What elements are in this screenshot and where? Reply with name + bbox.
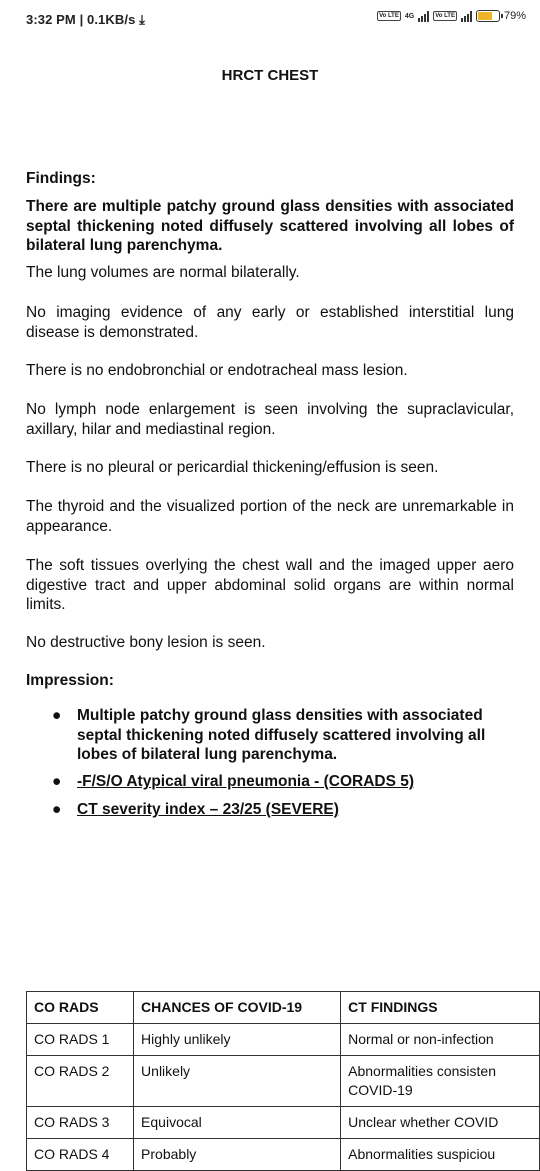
status-bar: [0, 0, 540, 38]
table-cell: Abnormalities suspiciou: [341, 1139, 540, 1171]
impression-item: [52, 800, 514, 820]
finding-paragraph: No lymph node enlargement is seen involving the supraclavicular, axillary, hilar and mediastinal region.: [26, 401, 514, 438]
table-row: [27, 1139, 540, 1171]
table-cell: CO RADS 4: [27, 1139, 134, 1171]
table-row: [27, 1107, 540, 1139]
table-cell: Probably: [134, 1139, 341, 1171]
table-header-cell: CT FINDINGS: [341, 992, 540, 1024]
finding-paragraph: No destructive bony lesion is seen.: [26, 634, 266, 651]
finding-paragraph: The lung volumes are normal bilaterally.: [26, 264, 300, 281]
table-cell: Equivocal: [134, 1107, 341, 1139]
signal-icon: [418, 11, 429, 22]
impression-item: [52, 706, 514, 765]
impression-text: CT severity index – 23/25 (SEVERE): [77, 801, 339, 818]
table-cell: CO RADS 1: [27, 1024, 134, 1056]
report-title: HRCT CHEST: [221, 67, 319, 84]
finding-paragraph: There is no pleural or pericardial thickening/effusion is seen.: [26, 459, 439, 476]
impression-heading: Impression:: [26, 672, 114, 689]
volte-icon: Vo LTE: [379, 13, 399, 19]
table-cell-line: Abnormalities consisten: [348, 1063, 496, 1079]
table-header-row: [27, 992, 540, 1024]
impression-item: [52, 772, 514, 792]
bullet-icon: ●: [52, 707, 62, 724]
table-cell: CO RADS 2: [27, 1056, 134, 1107]
signal-icon-2: [461, 11, 472, 22]
battery-fill: [478, 12, 492, 20]
battery-percent: 79%: [503, 10, 526, 22]
table-row: [27, 1056, 540, 1107]
table-cell: Unclear whether COVID: [341, 1107, 540, 1139]
table-header-cell: CHANCES OF COVID-19: [134, 992, 341, 1024]
table-cell: [341, 1056, 540, 1107]
clock: 3:32 PM: [26, 12, 76, 27]
bullet-icon: ●: [52, 773, 62, 790]
table-header-cell: CO RADS: [27, 992, 134, 1024]
table-cell-line: COVID-19: [348, 1082, 413, 1098]
volte-icon-2: Vo LTE: [435, 13, 455, 19]
impression-text: Multiple patchy ground glass densities with associated septal thickening noted diffusely scattered involving all lobes of bilateral lung parenchyma.: [77, 707, 486, 763]
corads-table: [26, 991, 540, 1171]
finding-paragraph: There is no endobronchial or endotracheal mass lesion.: [26, 362, 408, 379]
network-type: 4G: [404, 12, 415, 20]
table-cell: CO RADS 3: [27, 1107, 134, 1139]
finding-paragraph: The soft tissues overlying the chest wall and the imaged upper aero digestive tract and upper abdominal solid organs are within normal limits.: [26, 557, 514, 613]
status-indicators: [377, 10, 526, 22]
network-speed: 0.1KB/s: [87, 12, 136, 27]
table-cell: Highly unlikely: [134, 1024, 341, 1056]
status-time: 3:32 PM | 0.1KB/s ⤓: [26, 12, 145, 27]
table-cell: Normal or non-infection: [341, 1024, 540, 1056]
impression-text: -F/S/O Atypical viral pneumonia - (CORADS 5): [77, 773, 415, 790]
finding-paragraph: No imaging evidence of any early or established interstitial lung disease is demonstrated.: [26, 304, 514, 341]
finding-paragraph: The thyroid and the visualized portion of the neck are unremarkable in appearance.: [26, 498, 514, 535]
download-icon: ⤓: [139, 12, 145, 27]
table-row: [27, 1024, 540, 1056]
findings-bold-paragraph: There are multiple patchy ground glass densities with associated septal thickening noted diffusely scattered involving all lobes of bilateral lung parenchyma.: [26, 198, 514, 254]
battery-icon: [476, 10, 500, 22]
bullet-icon: ●: [52, 801, 62, 818]
findings-heading: Findings:: [26, 170, 96, 187]
table-cell: Unlikely: [134, 1056, 341, 1107]
